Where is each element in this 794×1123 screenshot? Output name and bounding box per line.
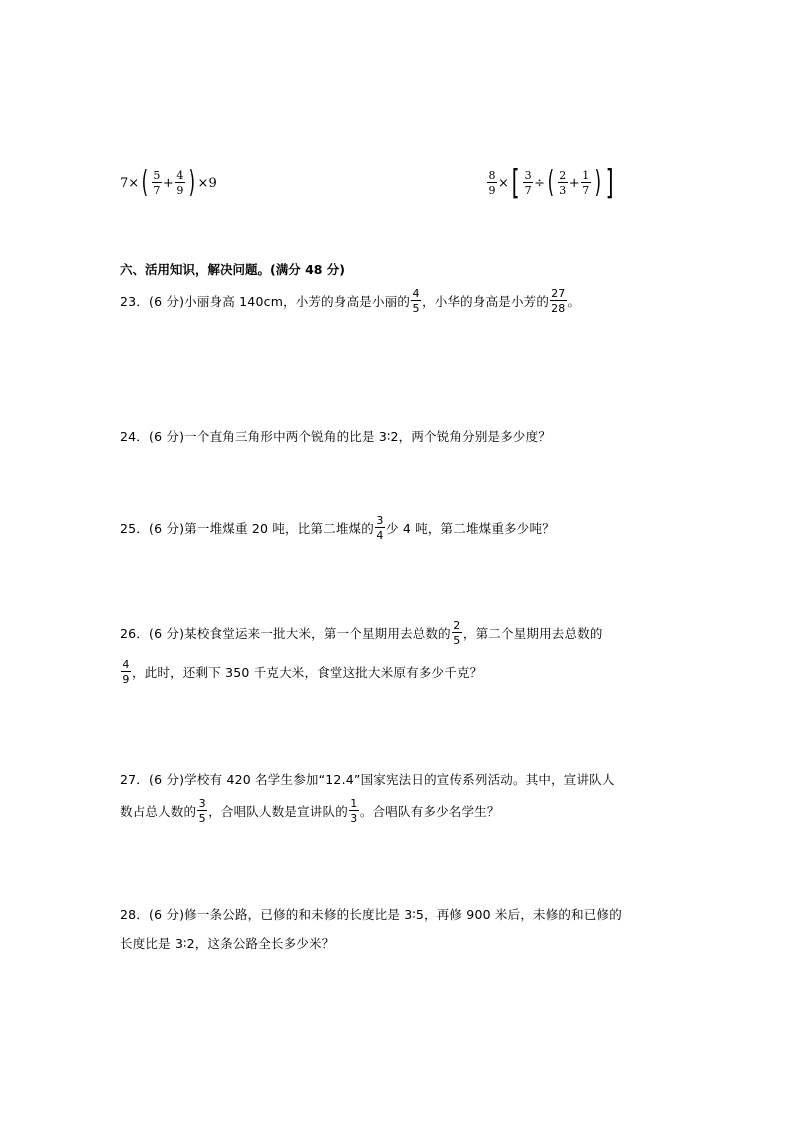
left-paren: (	[547, 165, 555, 200]
question-27-line2	[120, 798, 500, 824]
numerator: 2	[559, 169, 567, 182]
fraction	[558, 170, 568, 196]
q26-end: ，此时，还剩下 350 千克大米，食堂这批大米原有多少千克？	[132, 665, 483, 680]
left-bracket: [	[511, 163, 520, 203]
denominator: 3	[350, 812, 358, 825]
q27-prefix: 数占总人数的	[120, 804, 197, 819]
section-title: 六、活用知识，解决问题。(满分 48 分)	[120, 262, 346, 277]
numerator: 4	[412, 287, 420, 300]
numerator: 5	[153, 169, 161, 182]
numerator: 3	[198, 797, 206, 810]
left-paren: (	[141, 165, 149, 200]
divide-symbol: ÷	[534, 175, 546, 191]
fraction	[375, 515, 385, 541]
fraction	[152, 170, 162, 196]
times-symbol: ×	[197, 175, 209, 191]
numerator: 1	[350, 797, 358, 810]
fraction	[452, 620, 462, 646]
denominator: 3	[559, 184, 567, 197]
question-25	[120, 515, 555, 541]
denominator: 9	[488, 184, 496, 197]
denominator: 7	[582, 184, 590, 197]
question-27-line1: 27．(6 分)学校有 420 名学生参加“12.4”国家宪法日的宣传系列活动。其中，宣讲队人	[120, 772, 615, 787]
q25-end: 少 4 吨，第二堆煤重多少吨？	[385, 521, 555, 536]
denominator: 5	[412, 302, 420, 315]
q23-end: 。	[567, 294, 581, 309]
q25-prefix: 25．(6 分)第一堆煤重 20 吨，比第二堆煤的	[120, 521, 374, 536]
fraction	[121, 659, 131, 685]
question-23	[120, 288, 580, 314]
numerator: 4	[176, 169, 184, 182]
question-26-line1	[120, 620, 603, 646]
plus-symbol: +	[162, 175, 174, 191]
q23-prefix: 23．(6 分)小丽身高 140cm，小芳的身高是小丽的	[120, 294, 411, 309]
q26-mid: ，第二个星期用去总数的	[462, 626, 603, 641]
denominator: 7	[524, 184, 532, 197]
denominator: 5	[198, 812, 206, 825]
fraction	[487, 170, 497, 196]
numerator: 4	[122, 658, 130, 671]
question-26-line2	[120, 659, 482, 685]
fraction	[349, 798, 359, 824]
question-28-line1: 28．(6 分)修一条公路，已修的和未修的长度比是 3∶5，再修 900 米后，未修的和已修的	[120, 907, 622, 922]
expr-left-coef: 7	[120, 175, 129, 191]
q27-mid: ，合唱队人数是宣讲队的	[208, 804, 348, 819]
times-symbol: ×	[128, 175, 140, 191]
right-paren: )	[594, 165, 601, 200]
numerator: 27	[551, 287, 566, 300]
expr-left-tail: 9	[208, 175, 217, 191]
expression-left	[120, 165, 217, 200]
question-24: 24．(6 分)一个直角三角形中两个锐角的比是 3∶2，两个锐角分别是多少度？	[120, 429, 552, 444]
q26-prefix: 26．(6 分)某校食堂运来一批大米，第一个星期用去总数的	[120, 626, 451, 641]
times-symbol: ×	[498, 175, 509, 191]
right-paren: )	[188, 165, 195, 200]
q27-end: 。合唱队有多少名学生？	[359, 804, 500, 819]
fraction	[411, 288, 421, 314]
denominator: 9	[176, 184, 184, 197]
denominator: 9	[122, 673, 130, 686]
numerator: 2	[453, 619, 461, 632]
denominator: 7	[153, 184, 161, 197]
numerator: 8	[488, 169, 496, 182]
fraction	[197, 798, 207, 824]
fraction	[581, 170, 591, 196]
numerator: 3	[376, 514, 384, 527]
right-bracket: ]	[606, 163, 615, 203]
question-28-line2: 长度比是 3∶2，这条公路全长多少米？	[120, 936, 335, 951]
fraction	[175, 170, 185, 196]
numerator: 1	[582, 169, 590, 182]
numerator: 3	[524, 169, 532, 182]
denominator: 4	[376, 529, 384, 542]
denominator: 28	[551, 302, 566, 315]
expression-right	[486, 163, 617, 203]
q23-mid: ，小华的身高是小芳的	[422, 294, 550, 309]
fraction	[523, 170, 533, 196]
fraction	[550, 288, 566, 314]
denominator: 5	[453, 634, 461, 647]
plus-symbol: +	[568, 175, 580, 191]
